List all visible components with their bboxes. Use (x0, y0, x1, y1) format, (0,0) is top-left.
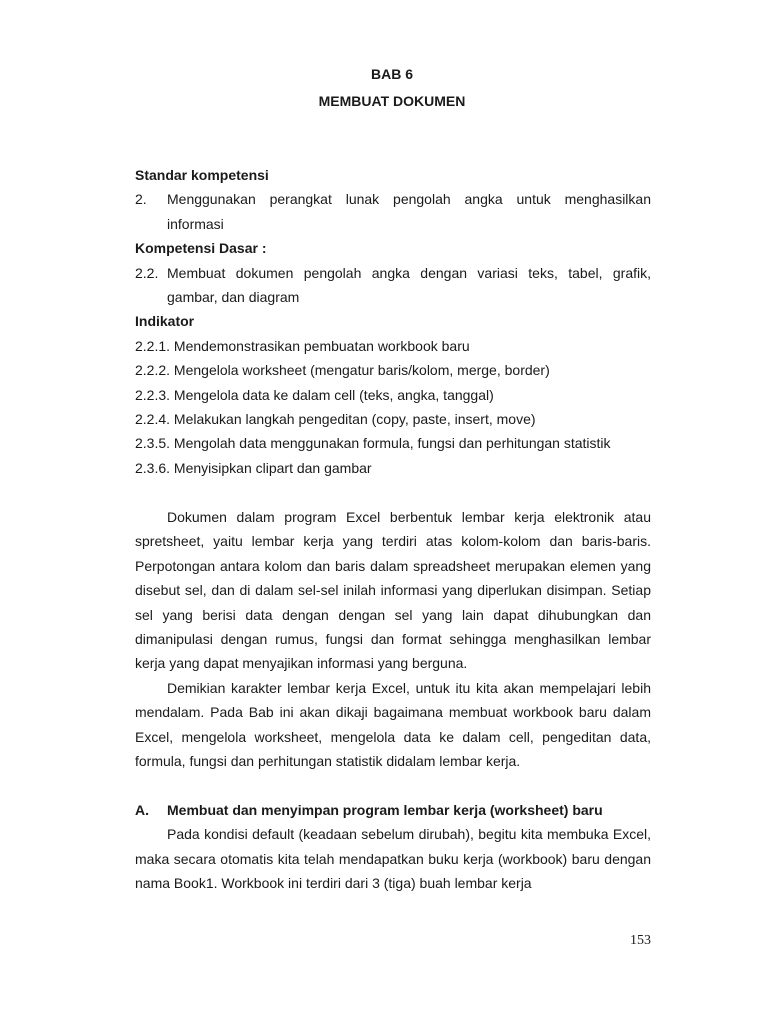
section-a (135, 798, 651, 896)
indikator-item: 2.3.5. Mengolah data menggunakan formula, fungsi dan perhitungan statistik (135, 435, 611, 452)
section-a-heading-row (135, 798, 651, 822)
body-paragraph-1: Dokumen dalam program Excel berbentuk lembar kerja elektronik atau spretsheet, yaitu lembar kerja yang terdiri atas kolom-kolom dan baris-baris. Perpotongan antara kolom dan baris dalam spreadsheet merupakan elemen yang disebut sel, dan di dalam sel-sel inilah informasi yang diperlukan disimpan. Setiap sel yang berisi data dengan dengan sel yang lain dapat dihubungkan dan dimanipulasi dengan rumus, fungsi dan format sehingga menghasilkan lembar kerja yang dapat menyajikan informasi yang berguna. (135, 509, 651, 672)
standar-text-line2: informasi (167, 215, 224, 232)
kompetensi-dasar-text-line2: gambar, dan diagram (167, 289, 300, 306)
indikator-item: 2.2.1. Mendemonstrasikan pembuatan workbook baru (135, 337, 470, 354)
indikator-list (135, 334, 651, 480)
standar-heading: Standar kompetensi (135, 167, 269, 183)
standar-text-line1: Menggunakan perangkat lunak pengolah angka untuk menghasilkan (167, 191, 651, 208)
indikator-heading: Indikator (135, 313, 195, 330)
body-section (135, 505, 651, 773)
page-number: 153 (630, 933, 651, 948)
indikator-item: 2.2.4. Melakukan langkah pengeditan (copy, paste, insert, move) (135, 411, 536, 428)
kompetensi-dasar-heading: Kompetensi Dasar : (135, 240, 267, 257)
indikator-item: 2.2.3. Mengelola data ke dalam cell (teks, angka, tanggal) (135, 386, 494, 403)
kompetensi-dasar-number: 2.2. (135, 264, 159, 281)
kompetensi-dasar-item (135, 261, 651, 310)
body-paragraph-2: Demikian karakter lembar kerja Excel, untuk itu kita akan mempelajari lebih mendalam. Pada Bab ini akan dikaji bagaimana membuat workbook baru dalam Excel, mengelola worksheet, mengelola data ke dalam cell, pengeditan data, formula, fungsi dan perhitungan statistik didalam lembar kerja. (135, 679, 651, 770)
section-a-label: A. (135, 802, 149, 818)
standar-kompetensi-section (135, 163, 651, 480)
section-a-heading: Membuat dan menyimpan program lembar kerja (worksheet) baru (167, 802, 603, 818)
kompetensi-dasar-text-line1: Membuat dokumen pengolah angka dengan variasi teks, tabel, grafik, (167, 264, 651, 281)
indikator-item: 2.3.6. Menyisipkan clipart dan gambar (135, 459, 372, 476)
standar-number: 2. (135, 191, 147, 208)
standar-item (135, 187, 651, 236)
indikator-item: 2.2.2. Mengelola worksheet (mengatur baris/kolom, merge, border) (135, 362, 550, 379)
chapter-label: BAB 6 (370, 66, 413, 82)
section-a-paragraph: Pada kondisi default (keadaan sebelum dirubah), begitu kita membuka Excel, maka secara otomatis kita telah mendapatkan buku kerja (workbook) baru dengan nama Book1. Workbook ini terdiri dari 3 (tiga) buah lembar kerja (135, 826, 651, 892)
chapter-title: MEMBUAT DOKUMEN (318, 93, 466, 109)
